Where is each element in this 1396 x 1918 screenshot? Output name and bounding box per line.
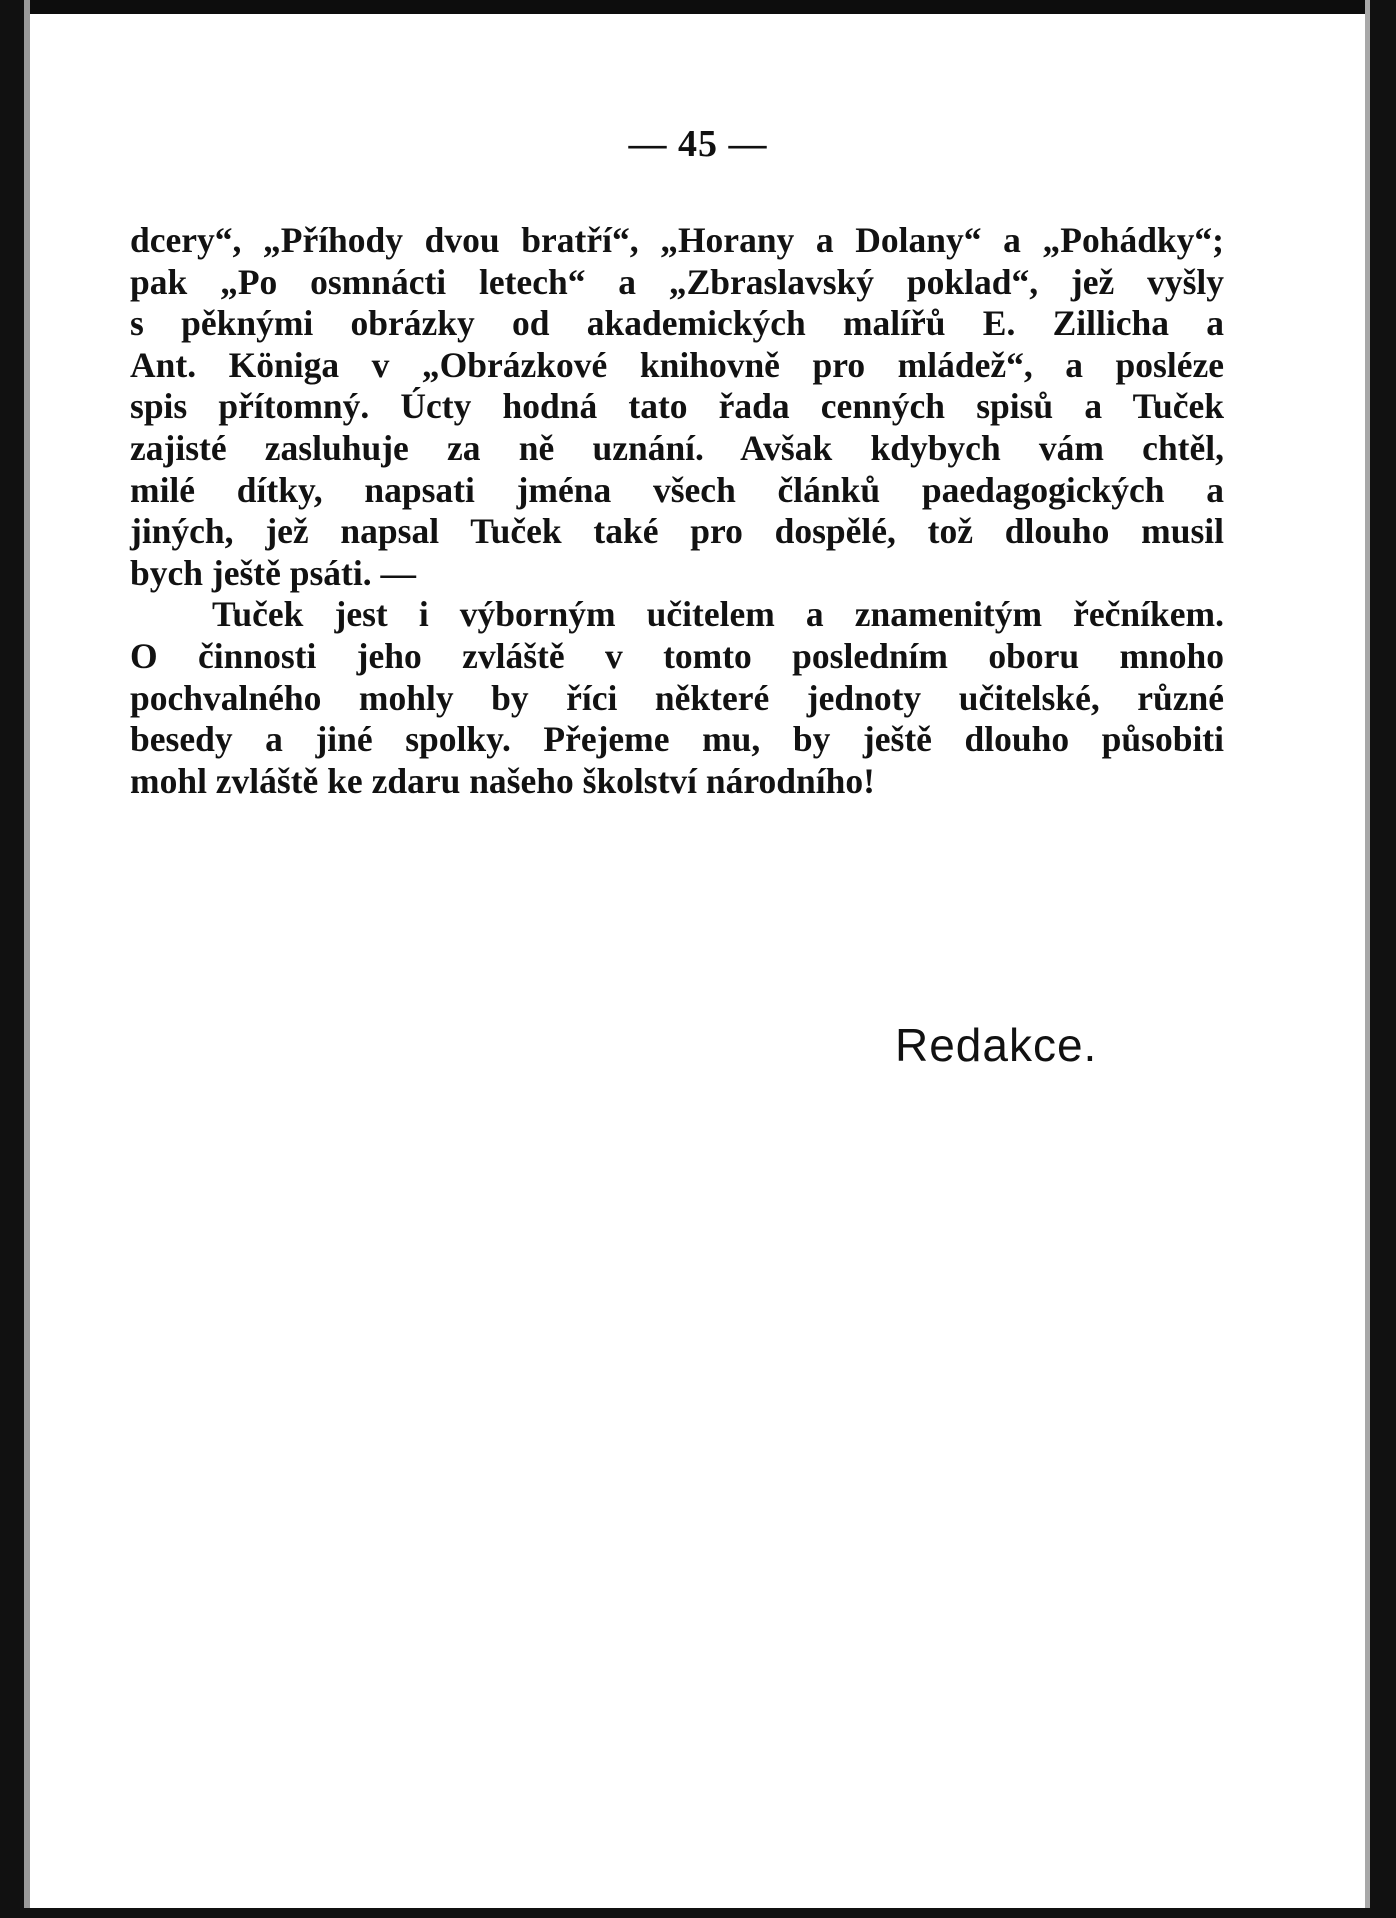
- text-line: Ant. Königa v „Obrázkové knihovně pro mládež“, a posléze: [130, 344, 1224, 385]
- text-line: Tuček jest i výborným učitelem a znamenitým řečníkem.: [212, 594, 1224, 635]
- scan-border-left: [0, 0, 24, 1918]
- text-line: O činnosti jeho zvláště v tomto posledním oboru mnoho: [130, 635, 1224, 676]
- signature: Redakce.: [895, 1019, 1098, 1071]
- scan-border-left-shadow: [24, 0, 30, 1918]
- text-line: besedy a jiné spolky. Přejeme mu, by ještě dlouho působiti: [130, 719, 1224, 760]
- text-line: mohl zvláště ke zdaru našeho školství národního!: [130, 760, 875, 801]
- text-line: pak „Po osmnácti letech“ a „Zbraslavský poklad“, jež vyšly: [130, 261, 1224, 302]
- scan-border-bottom: [0, 1908, 1396, 1918]
- paragraph-2: [130, 594, 1224, 802]
- text-line: jiných, jež napsal Tuček také pro dospělé, tož dlouho musil: [130, 511, 1224, 552]
- body-text: [130, 220, 1224, 802]
- text-line: dcery“, „Příhody dvou bratří“, „Horany a Dolany“ a „Pohádky“;: [130, 220, 1224, 260]
- text-line: zajisté zasluhuje za ně uznání. Avšak kdybych vám chtěl,: [130, 427, 1224, 468]
- text-line: bych ještě psáti. —: [130, 552, 416, 593]
- scan-border-top: [0, 0, 1396, 14]
- scan-border-right-shadow: [1365, 0, 1370, 1918]
- text-line: milé dítky, napsati jména všech článků paedagogických a: [130, 469, 1224, 510]
- text-line: pochvalného mohly by říci některé jednoty učitelské, různé: [130, 677, 1224, 718]
- text-line: spis přítomný. Úcty hodná tato řada cenných spisů a Tuček: [130, 386, 1224, 427]
- scan-border-right: [1370, 0, 1396, 1918]
- text-line: s pěknými obrázky od akademických malířů E. Zillicha a: [130, 303, 1224, 344]
- paragraph-1: [130, 220, 1224, 594]
- page-number: — 45 —: [628, 123, 768, 165]
